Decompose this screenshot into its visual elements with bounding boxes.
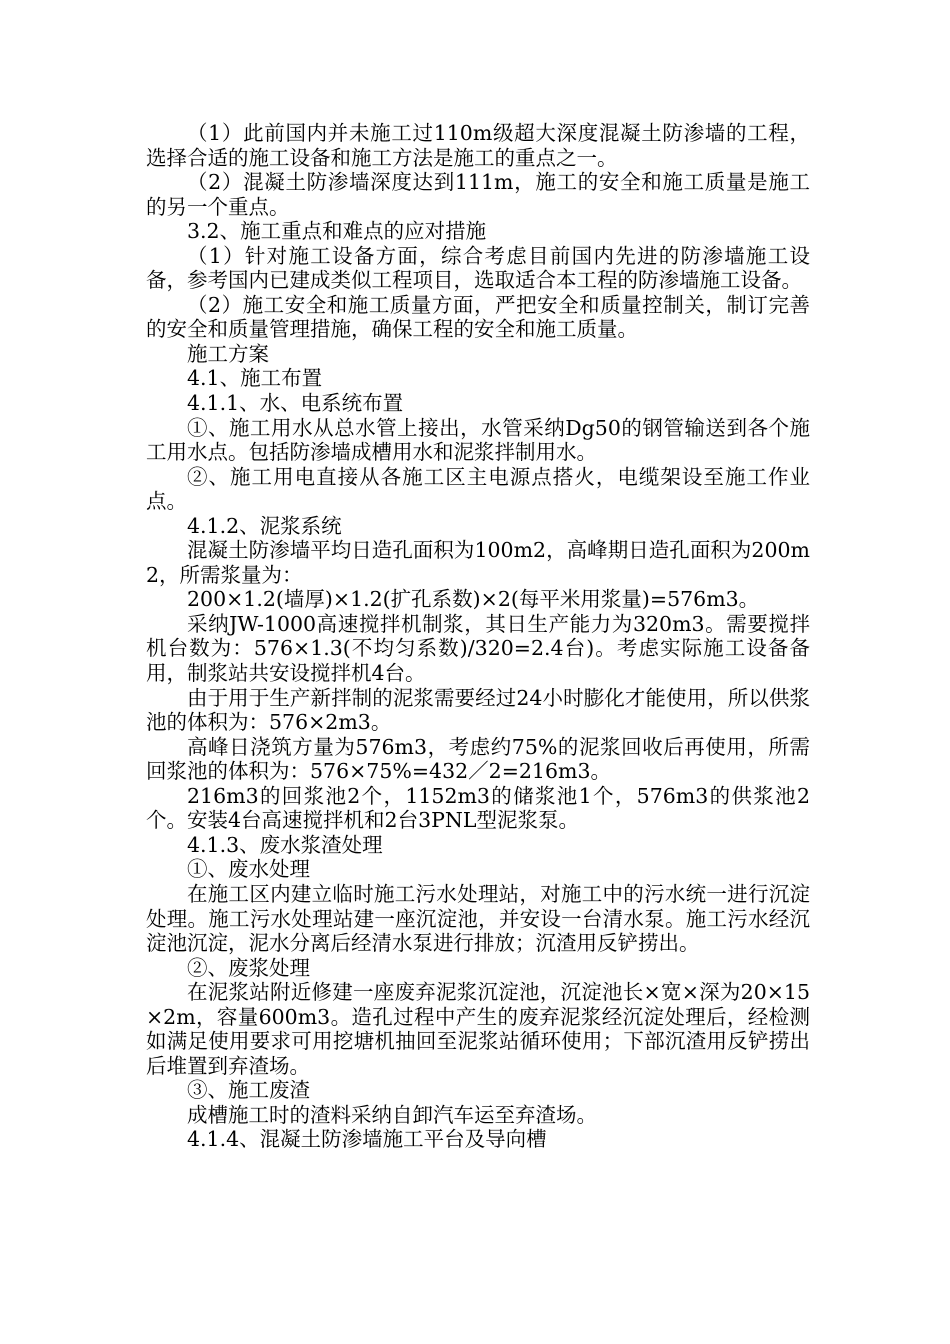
sub-heading-waste-slurry: ②、废浆处理 (187, 955, 310, 980)
paragraph-9: ①、施工用水从总水管上接出，水管采纳Dg50的钢管输送到各个施工用水点。包括防渗墙成槽用水和泥浆拌制用水。 (146, 415, 810, 465)
paragraph-5: （2）施工安全和施工质量方面，严把安全和质量控制关，制订完善的安全和质量管理措施，确保工程的安全和施工质量。 (146, 292, 810, 342)
sub-heading-wastewater: ①、废水处理 (187, 857, 310, 882)
section-heading-3-2: 3.2、施工重点和难点的应对措施 (187, 219, 487, 244)
paragraph-14: 采纳JW-1000高速搅拌机制浆，其日生产能力为320m3。需要搅拌机台数为：576×1.3(不均匀系数)/320=2.4台)。考虑实际施工设备备用，制浆站共安设搅拌机4台。 (146, 611, 810, 686)
paragraph-20: 在施工区内建立临时施工污水处理站，对施工中的污水统一进行沉淀处理。施工污水处理站建一座沉淀池，并安设一台清水泵。施工污水经沉淀池沉淀，泥水分离后经清水泵进行排放；沉渣用反铲捞出。 (146, 881, 810, 956)
section-heading-4-1-3: 4.1.3、废水浆渣处理 (187, 832, 383, 857)
document-body (146, 121, 810, 1152)
paragraph-24: 成槽施工时的渣料采纳自卸汽车运至弃渣场。 (187, 1102, 597, 1127)
paragraph-22: 在泥浆站附近修建一座废弃泥浆沉淀池，沉淀池长×宽×深为20×15×2m，容量600m3。造孔过程中产生的废弃泥浆经沉淀处理后，经检测如满足使用要求可用挖塘机抽回至泥浆站循环使用；下部沉渣用反铲捞出后堆置到弃渣场。 (146, 980, 810, 1078)
paragraph-17: 216m3的回浆池2个，1152m3的储浆池1个，576m3的供浆池2个。安装4台高速搅拌机和2台3PNL型泥浆泵。 (146, 783, 810, 833)
section-heading-4-1-2: 4.1.2、泥浆系统 (187, 513, 342, 538)
paragraph-15: 由于用于生产新拌制的泥浆需要经过24小时膨化才能使用，所以供浆池的体积为：576×2m3。 (146, 685, 810, 735)
section-heading-4-1-1: 4.1.1、水、电系统布置 (187, 391, 404, 416)
paragraph-1: （1）此前国内并未施工过110m级超大深度混凝土防渗墙的工程，选择合适的施工设备和施工方法是施工的重点之一。 (146, 121, 810, 170)
section-heading-4-1-4: 4.1.4、混凝土防渗墙施工平台及导向槽 (187, 1127, 547, 1152)
paragraph-16: 高峰日浇筑方量为576m3，考虑约75%的泥浆回收后再使用，所需回浆池的体积为：576×75%=432／2=216m3。 (146, 734, 810, 784)
section-heading-4-1: 4.1、施工布置 (187, 366, 323, 391)
formula-line: 200×1.2(墙厚)×1.2(扩孔系数)×2(每平米用浆量)=576m3。 (187, 587, 760, 612)
section-heading-plan: 施工方案 (187, 341, 269, 366)
paragraph-4: （1）针对施工设备方面，综合考虑目前国内先进的防渗墙施工设备，参考国内已建成类似工程项目，选取适合本工程的防渗墙施工设备。 (146, 243, 810, 293)
paragraph-10: ②、施工用电直接从各施工区主电源点搭火，电缆架设至施工作业点。 (146, 464, 810, 514)
paragraph-12: 混凝土防渗墙平均日造孔面积为100m2，高峰期日造孔面积为200m2，所需浆量为： (146, 538, 810, 587)
sub-heading-waste-residue: ③、施工废渣 (187, 1078, 310, 1103)
paragraph-2: （2）混凝土防渗墙深度达到111m，施工的安全和施工质量是施工的另一个重点。 (146, 170, 810, 219)
